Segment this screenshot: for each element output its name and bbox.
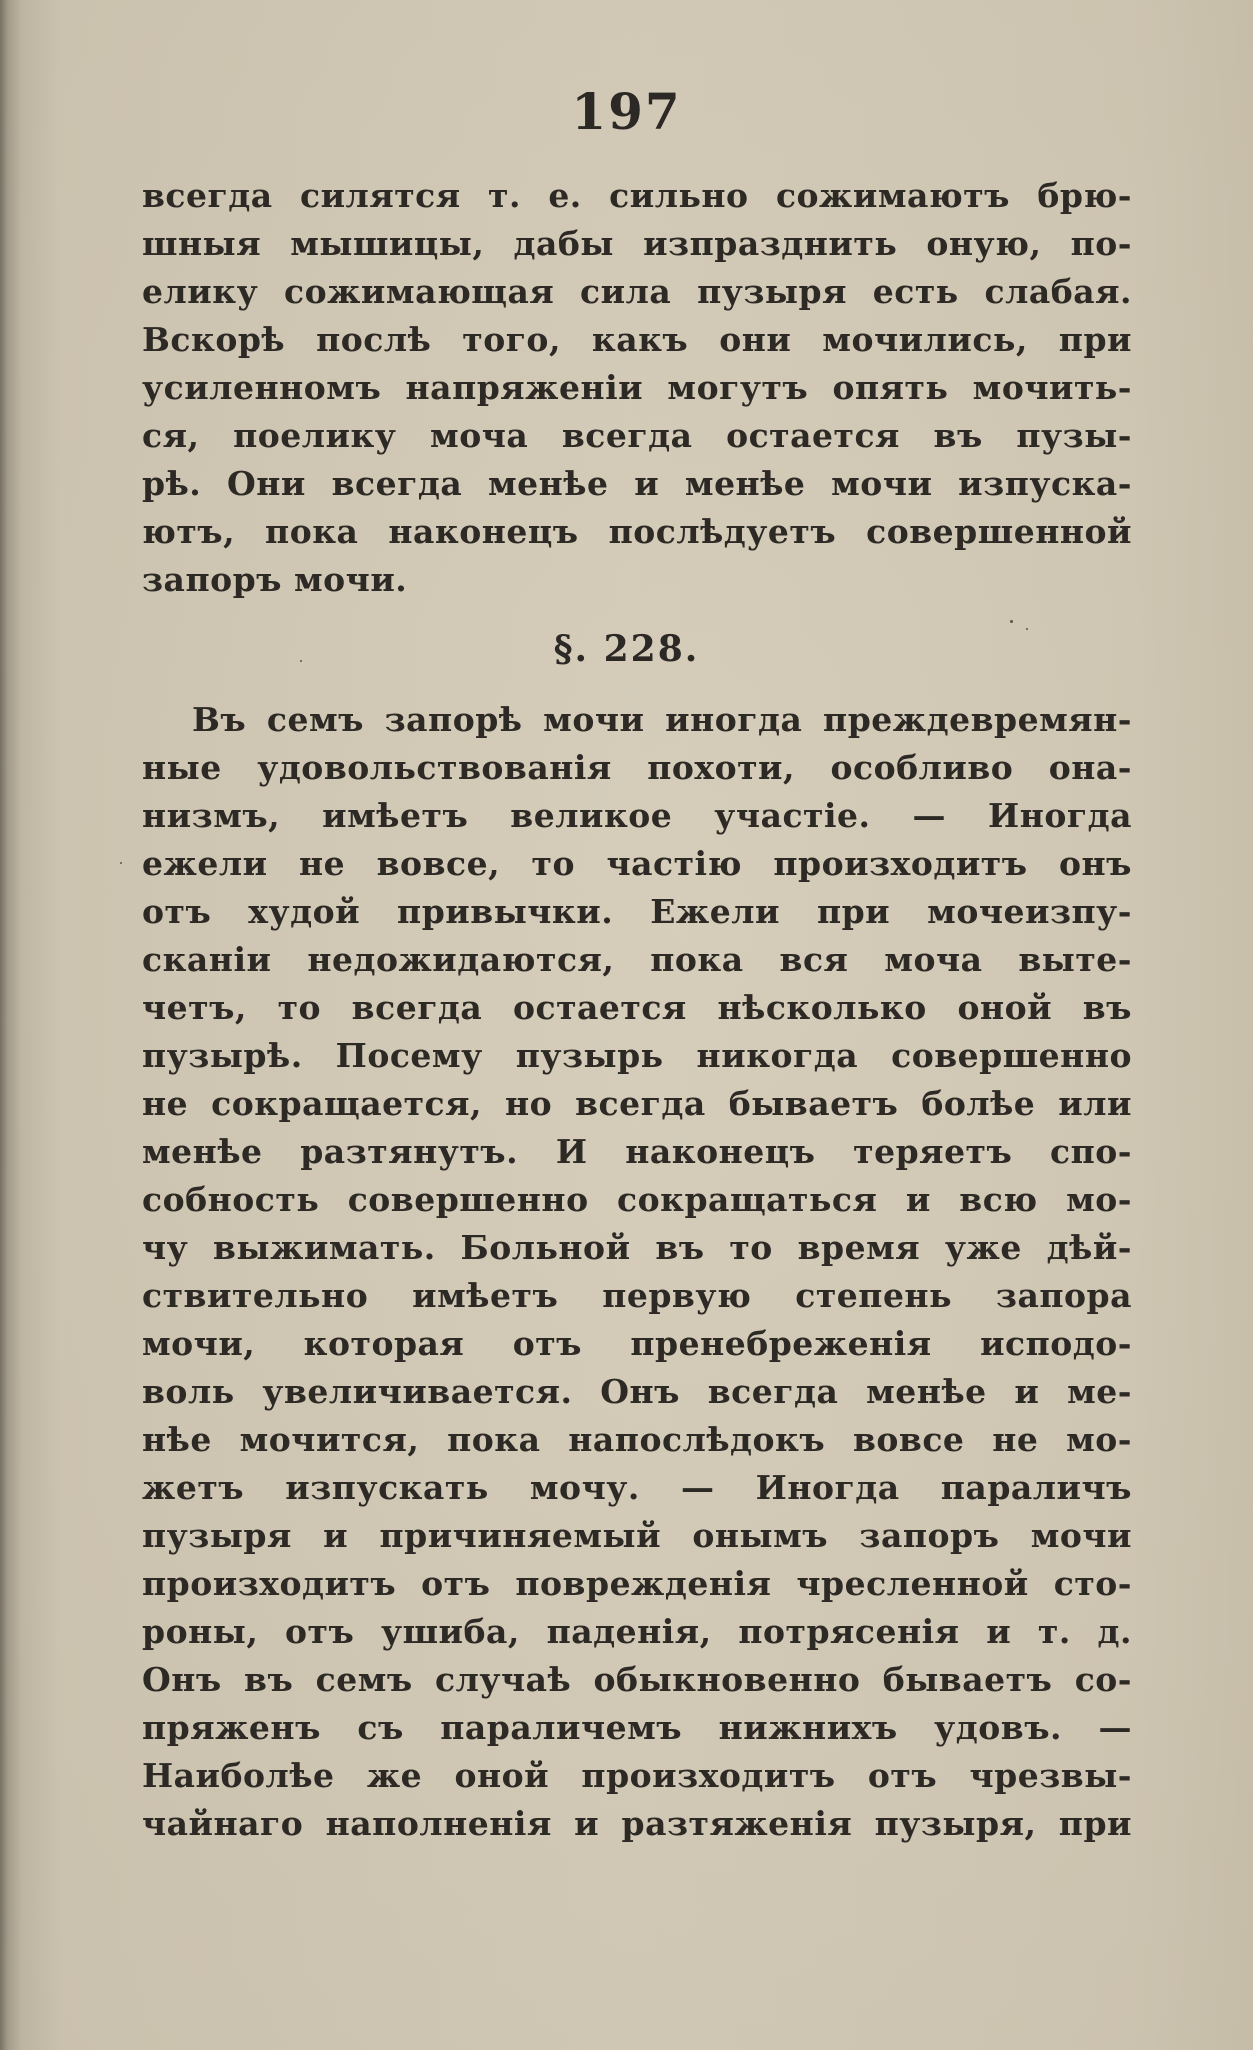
text-line: мочи, которая отъ пренебреженія исподо- <box>142 1324 1132 1363</box>
text-line: чайнаго наполненія и разтяженія пузыря, при <box>142 1804 1132 1843</box>
text-line: всегда силятся т. е. сильно сожимаютъ брю- <box>142 176 1132 215</box>
text-line: отъ худой привычки. Ежели при мочеизпу- <box>142 892 1132 931</box>
text-line: ся, поелику моча всегда остается въ пузы- <box>142 416 1132 455</box>
text-line: чу выжимать. Больной въ то время уже дѣй- <box>142 1228 1132 1267</box>
section-heading: §. 228. <box>553 628 700 670</box>
text-line: низмъ, имѣетъ великое участіе. — Иногда <box>142 796 1132 835</box>
page-number: 197 <box>571 82 682 141</box>
text-line: произходитъ отъ поврежденія чресленной сто- <box>142 1564 1132 1603</box>
text-line: Въ семъ запорѣ мочи иногда преждевремян- <box>192 700 1132 739</box>
text-line: воль увеличивается. Онъ всегда менѣе и ме- <box>142 1372 1132 1411</box>
text-line: елику сожимающая сила пузыря есть слабая. <box>142 272 1132 311</box>
text-line: Онъ въ семъ случаѣ обыкновенно бываетъ со- <box>142 1660 1132 1699</box>
text-line: ютъ, пока наконецъ послѣдуетъ совершенной <box>142 512 1132 551</box>
paper-speck <box>1010 620 1013 623</box>
text-line: пряженъ съ параличемъ нижнихъ удовъ. — <box>142 1708 1132 1747</box>
text-line: ствительно имѣетъ первую степень запора <box>142 1276 1132 1315</box>
text-line: рѣ. Они всегда менѣе и менѣе мочи изпуска- <box>142 464 1132 503</box>
text-line: роны, отъ ушиба, паденія, потрясенія и т. д. <box>142 1612 1132 1651</box>
text-line: запоръ мочи. <box>142 560 408 599</box>
text-line: Наиболѣе же оной произходитъ отъ чрезвы- <box>142 1756 1132 1795</box>
text-line: не сокращается, но всегда бываетъ болѣе или <box>142 1084 1132 1123</box>
text-line: пузыря и причиняемый онымъ запоръ мочи <box>142 1516 1132 1555</box>
paper-speck <box>1026 628 1028 630</box>
text-line: шныя мышицы, дабы изпразднить оную, по- <box>142 224 1132 263</box>
text-line: нѣе мочится, пока напослѣдокъ вовсе не мо- <box>142 1420 1132 1459</box>
text-line: четъ, то всегда остается нѣсколько оной въ <box>142 988 1132 1027</box>
text-line: менѣе разтянутъ. И наконецъ теряетъ спо- <box>142 1132 1132 1171</box>
paper-speck <box>120 862 122 864</box>
text-line: ежели не вовсе, то частію произходитъ онъ <box>142 844 1132 883</box>
text-line: Вскорѣ послѣ того, какъ они мочились, при <box>142 320 1132 359</box>
text-line: ные удовольствованія похоти, особливо она- <box>142 748 1132 787</box>
text-line: усиленномъ напряженіи могутъ опять мочить- <box>142 368 1132 407</box>
text-line: сканіи недожидаются, пока вся моча выте- <box>142 940 1132 979</box>
text-line: собность совершенно сокращаться и всю мо- <box>142 1180 1132 1219</box>
text-line: пузырѣ. Посему пузырь никогда совершенно <box>142 1036 1132 1075</box>
text-line: жетъ изпускать мочу. — Иногда параличъ <box>142 1468 1132 1507</box>
paper-speck <box>300 660 302 662</box>
